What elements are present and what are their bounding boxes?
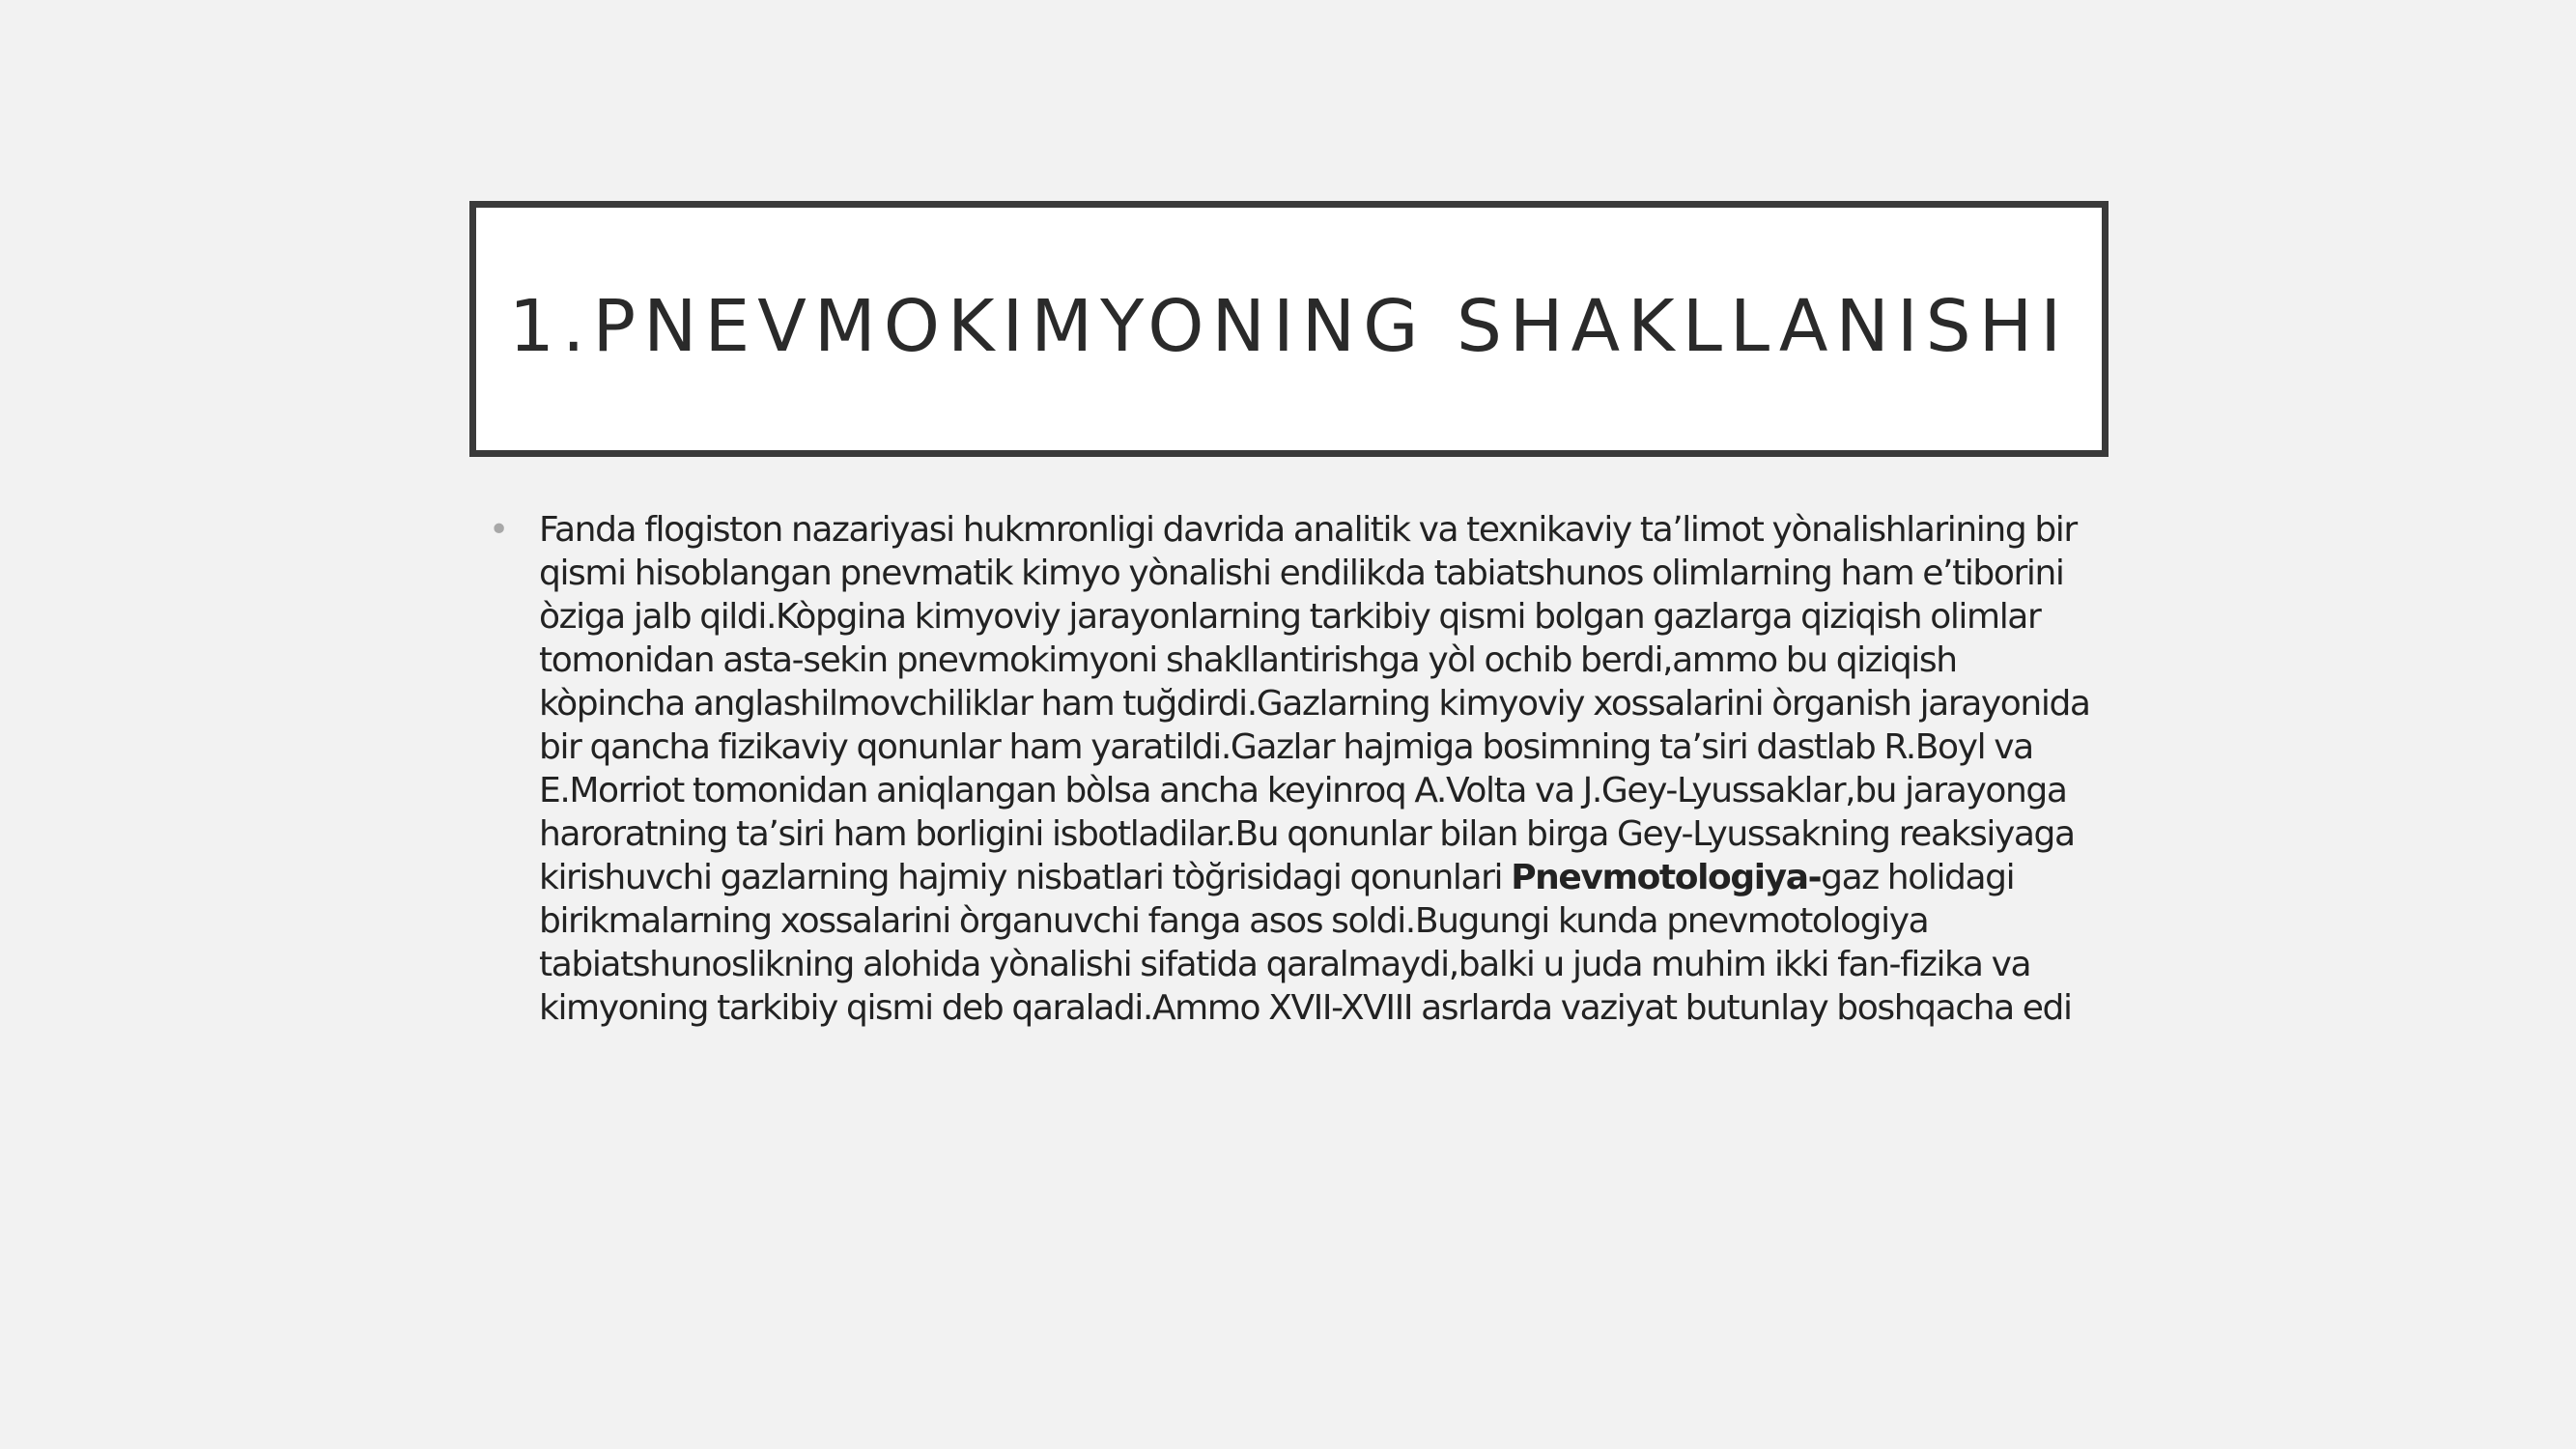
paragraph-line: haroratning ta’siri ham borligini isbotladilar.Bu qonunlar bilan birga Gey-Lyussakning reaksiyaga — [539, 814, 2075, 854]
paragraph-line: tomonidan asta-sekin pnevmokimyoni shakllantirishga yòl ochib berdi,ammo bu qiziqish — [539, 640, 1957, 680]
paragraph-line: Fanda flogiston nazariyasi hukmronligi davrida analitik va texnikaviy ta’limot yònalishlarining bir — [539, 510, 2077, 550]
slide-content — [489, 508, 2111, 1030]
slide-title: 1.PNEVMOKIMYONING SHAKLLANISHI — [508, 284, 2070, 368]
line-text-after-term: gaz holidagi — [1821, 858, 2015, 897]
paragraph-line: bir qancha fizikaviy qonunlar ham yaratildi.Gazlar hajmiga bosimning ta’siri dastlab R.Boyl va — [539, 727, 2033, 767]
paragraph-line: E.Morriot tomonidan aniqlangan bòlsa ancha keyinroq A.Volta va J.Gey-Lyussaklar,bu jarayonga — [539, 771, 2067, 810]
title-box — [469, 201, 2109, 457]
body-paragraph — [539, 508, 2111, 1030]
paragraph-line: kimyoning tarkibiy qismi deb qaraladi.Ammo XVII-XVIII asrlarda vaziyat butunlay boshqacha edi — [539, 988, 2072, 1028]
paragraph-line: kòpincha anglashilmovchiliklar ham tuğdirdi.Gazlarning kimyoviy xossalarini òrganish jarayonida — [539, 684, 2090, 724]
bullet-item — [489, 508, 2111, 1030]
paragraph-line: òziga jalb qildi.Kòpgina kimyoviy jarayonlarning tarkibiy qismi bolgan gazlarga qiziqish olimlar — [539, 597, 2041, 637]
bold-term: Pnevmotologiya- — [1511, 858, 1822, 897]
bullet-marker: • — [489, 510, 510, 550]
paragraph-line-with-term — [539, 856, 2111, 899]
paragraph-line: qismi hisoblangan pnevmatik kimyo yònalishi endilikda tabiatshunos olimlarning ham e’tiborini — [539, 554, 2064, 593]
paragraph-line: birikmalarning xossalarini òrganuvchi fanga asos soldi.Bugungi kunda pnevmotologiya — [539, 901, 1929, 941]
line-text-before-term: kirishuvchi gazlarning hajmiy nisbatlari tòğrisidagi qonunlari — [539, 858, 1512, 897]
paragraph-line: tabiatshunoslikning alohida yònalishi sifatida qaralmaydi,balki u juda muhim ikki fan-fizika va — [539, 945, 2031, 984]
